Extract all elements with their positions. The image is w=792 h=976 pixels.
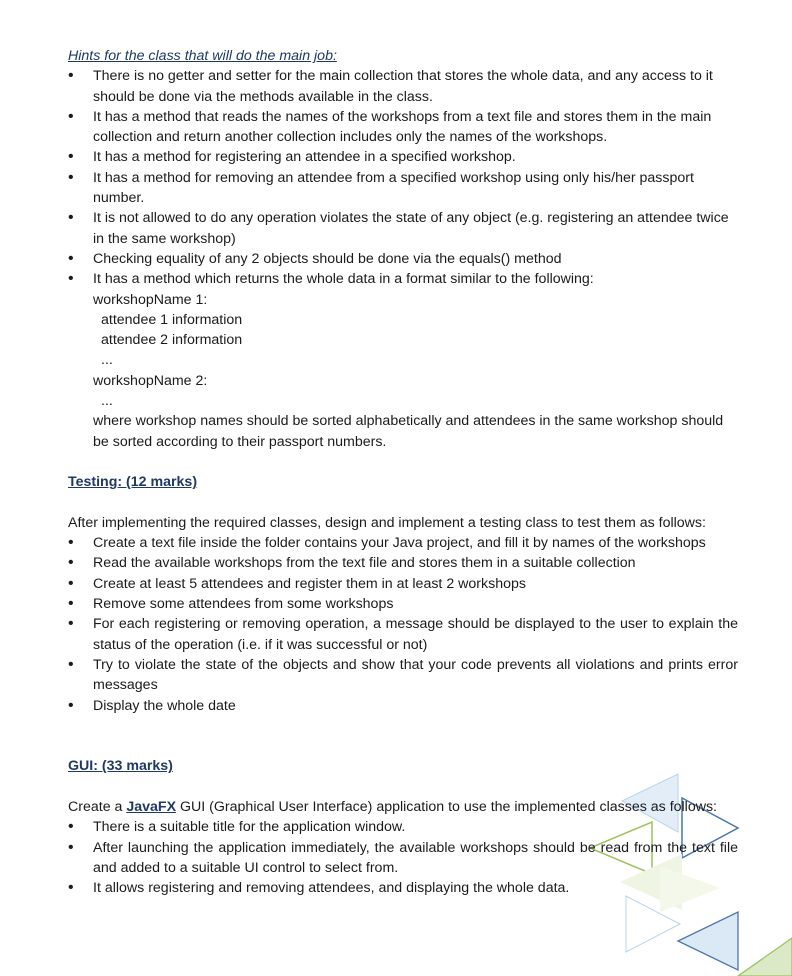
gui-intro-before: Create a: [68, 798, 127, 815]
list-item: • It allows registering and removing attendees, and displaying the whole data.: [68, 878, 738, 898]
testing-heading: Testing: (12 marks): [68, 474, 198, 491]
document-page: [68, 46, 738, 898]
format-line: workshopName 2:: [93, 372, 208, 389]
list-item: • There is no getter and setter for the main collection that stores the whole data, and any access to it should be done via the methods available in the class.: [68, 66, 738, 107]
list-item: • It has a method for registering an attendee in a specified workshop.: [68, 147, 738, 167]
list-item: • Display the whole date: [68, 696, 738, 716]
gui-list: [68, 817, 738, 898]
list-item: • For each registering or removing operation, a message should be displayed to the user to explain the status of the operation (i.e. if it was successful or not): [68, 614, 738, 655]
gui-intro-after: GUI (Graphical User Interface) application to use the implemented classes as follows:: [176, 798, 718, 815]
format-line: attendee 2 information: [101, 332, 243, 349]
testing-intro: After implementing the required classes, design and implement a testing class to test them as follows:: [68, 514, 706, 531]
spacer: [68, 716, 738, 736]
list-item: • It has a method for removing an attendee from a specified workshop using only his/her passport number.: [68, 168, 738, 209]
triangle-green-bottom: [738, 938, 792, 976]
spacer: [68, 493, 738, 513]
format-line: ...: [101, 393, 113, 410]
testing-list: [68, 533, 738, 716]
list-item: • Try to violate the state of the objects and show that your code prevents all violations and prints error messages: [68, 655, 738, 696]
list-item: • Checking equality of any 2 objects should be done via the equals() method: [68, 249, 738, 269]
gui-intro: [68, 797, 738, 817]
list-item: • It is not allowed to do any operation violates the state of any object (e.g. registering an attendee twice in the same workshop): [68, 208, 738, 249]
list-item: • Create a text file inside the folder contains your Java project, and fill it by names of the workshops: [68, 533, 738, 553]
list-item: • Remove some attendees from some workshops: [68, 594, 738, 614]
list-item-format: [68, 269, 738, 452]
list-item: • There is a suitable title for the application window.: [68, 817, 738, 837]
format-line: workshopName 1:: [93, 291, 208, 308]
javafx-link[interactable]: JavaFX: [126, 798, 177, 815]
list-item: • It has a method that reads the names of the workshops from a text file and stores them in the main collection and return another collection includes only the names of the workshops.: [68, 107, 738, 148]
triangle-blue-bottom: [678, 912, 738, 970]
list-item: • Read the available workshops from the text file and stores them in a suitable collection: [68, 553, 738, 573]
list-item: • Create at least 5 attendees and register them in at least 2 workshops: [68, 574, 738, 594]
spacer: [68, 777, 738, 797]
hints-list: [68, 66, 738, 452]
format-intro: • It has a method which returns the whole data in a format similar to the following:: [93, 271, 594, 288]
format-line: attendee 1 information: [101, 311, 243, 328]
spacer: [68, 452, 738, 472]
list-item: • After launching the application immediately, the available workshops should be read from the text file and added to a suitable UI control to select from.: [68, 838, 738, 879]
gui-heading: GUI: (33 marks): [68, 758, 173, 775]
format-note: where workshop names should be sorted alphabetically and attendees in the same workshop should be sorted according to their passport numbers.: [93, 413, 724, 450]
format-line: ...: [101, 352, 113, 369]
hints-heading: Hints for the class that will do the main job:: [68, 48, 337, 64]
spacer: [68, 736, 738, 756]
